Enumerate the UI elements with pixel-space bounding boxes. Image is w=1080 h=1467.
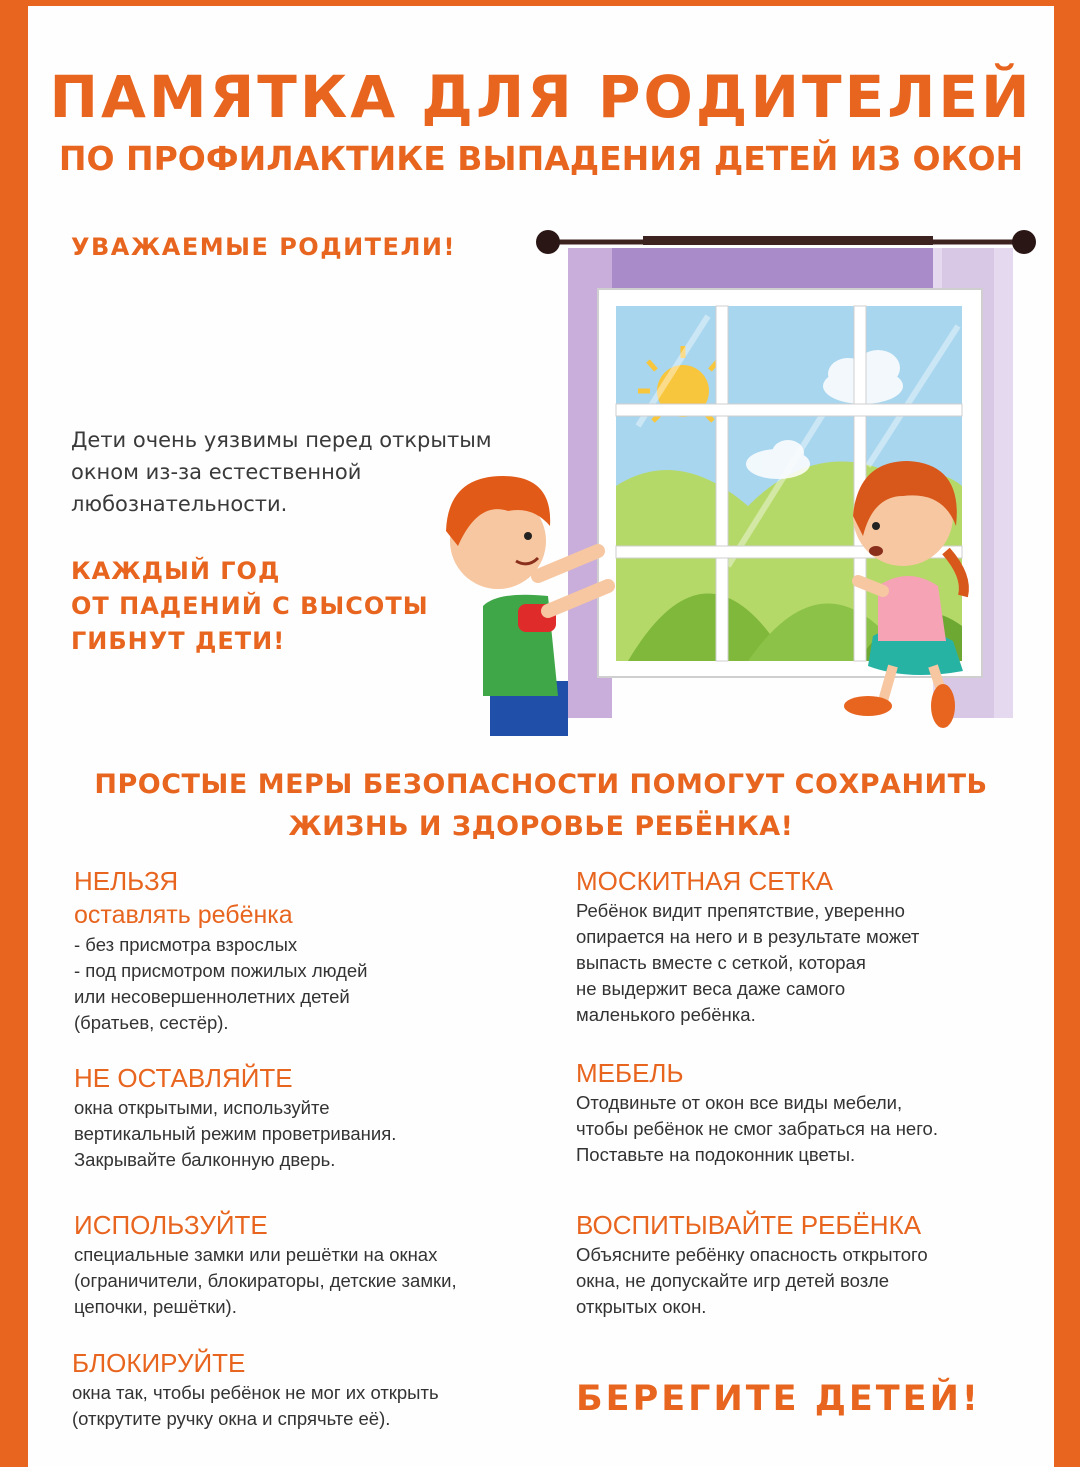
section-ne-ostavlyaite	[74, 1061, 544, 1173]
greeting: УВАЖАЕМЫЕ РОДИТЕЛИ!	[71, 233, 456, 261]
section-line: Объясните ребёнку опасность открытого	[576, 1244, 928, 1265]
section-line: вертикальный режим проветривания.	[74, 1123, 397, 1144]
section-line: Закрывайте балконную дверь.	[74, 1149, 336, 1170]
section-blokiruite	[72, 1346, 542, 1432]
section-line: выпасть вместе с сеткой, которая	[576, 952, 866, 973]
section-heading: НЕЛЬЗЯ	[74, 866, 179, 896]
window-illustration	[28, 6, 1054, 736]
section-heading: НЕ ОСТАВЛЯЙТЕ	[74, 1063, 293, 1093]
section-line: (открутите ручку окна и спрячьте её).	[72, 1408, 391, 1429]
section-line: Поставьте на подоконник цветы.	[576, 1144, 856, 1165]
section-line: окна открытыми, используйте	[74, 1097, 330, 1118]
section-line: маленького ребёнка.	[576, 1004, 756, 1025]
section-line: опирается на него и в результате может	[576, 926, 920, 947]
warning-line: ОТ ПАДЕНИЙ С ВЫСОТЫ	[71, 592, 429, 620]
section-line: Ребёнок видит препятствие, уверенно	[576, 900, 905, 921]
lead-line: окном из-за естественной	[71, 460, 362, 484]
section-line: не выдержит веса даже самого	[576, 978, 846, 999]
section-heading: ИСПОЛЬЗУЙТЕ	[74, 1210, 268, 1240]
lead-line: любознательности.	[71, 492, 288, 516]
safety-headline	[28, 764, 1054, 848]
warning-line: ГИБНУТ ДЕТИ!	[71, 627, 286, 655]
section-line: (ограничители, блокираторы, детские замки,	[74, 1270, 457, 1291]
section-line: специальные замки или решётки на окнах	[74, 1244, 438, 1265]
page-title: ПАМЯТКА ДЛЯ РОДИТЕЛЕЙ	[49, 63, 1033, 131]
section-line: - под присмотром пожилых людей	[74, 960, 368, 981]
page-subtitle: ПО ПРОФИЛАКТИКЕ ВЫПАДЕНИЯ ДЕТЕЙ ИЗ ОКОН	[58, 139, 1024, 178]
section-nelzya	[74, 864, 544, 1036]
section-line: цепочки, решётки).	[74, 1296, 237, 1317]
section-ispolzuite	[74, 1208, 544, 1320]
section-heading: МОСКИТНАЯ СЕТКА	[576, 866, 833, 896]
section-setka	[576, 864, 1046, 1028]
section-mebel	[576, 1056, 1046, 1168]
safety-headline-line: ПРОСТЫЕ МЕРЫ БЕЗОПАСНОСТИ ПОМОГУТ СОХРАНИТЬ	[94, 769, 988, 800]
lead-line: Дети очень уязвимы перед открытым	[71, 428, 492, 452]
section-line: окна, не допускайте игр детей возле	[576, 1270, 890, 1291]
section-line: окна так, чтобы ребёнок не мог их открыть	[72, 1382, 439, 1403]
section-heading: БЛОКИРУЙТЕ	[72, 1348, 246, 1378]
section-vospityvaite	[576, 1208, 1046, 1320]
warning-line: КАЖДЫЙ ГОД	[71, 557, 281, 585]
safety-headline-line: ЖИЗНЬ И ЗДОРОВЬЕ РЕБЁНКА!	[288, 811, 794, 842]
section-heading: ВОСПИТЫВАЙТЕ РЕБЁНКА	[576, 1210, 922, 1240]
section-line: - без присмотра взрослых	[74, 934, 298, 955]
poster	[28, 6, 1054, 1467]
section-line: или несовершеннолетних детей	[74, 986, 350, 1007]
section-line: чтобы ребёнок не смог забраться на него.	[576, 1118, 938, 1139]
section-line: открытых окон.	[576, 1296, 707, 1317]
section-heading: МЕБЕЛЬ	[576, 1058, 684, 1088]
section-subheading: оставлять ребёнка	[74, 901, 293, 929]
section-line: Отодвиньте от окон все виды мебели,	[576, 1092, 903, 1113]
section-line: (братьев, сестёр).	[74, 1012, 229, 1033]
closing-slogan: БЕРЕГИТЕ ДЕТЕЙ!	[576, 1379, 981, 1419]
